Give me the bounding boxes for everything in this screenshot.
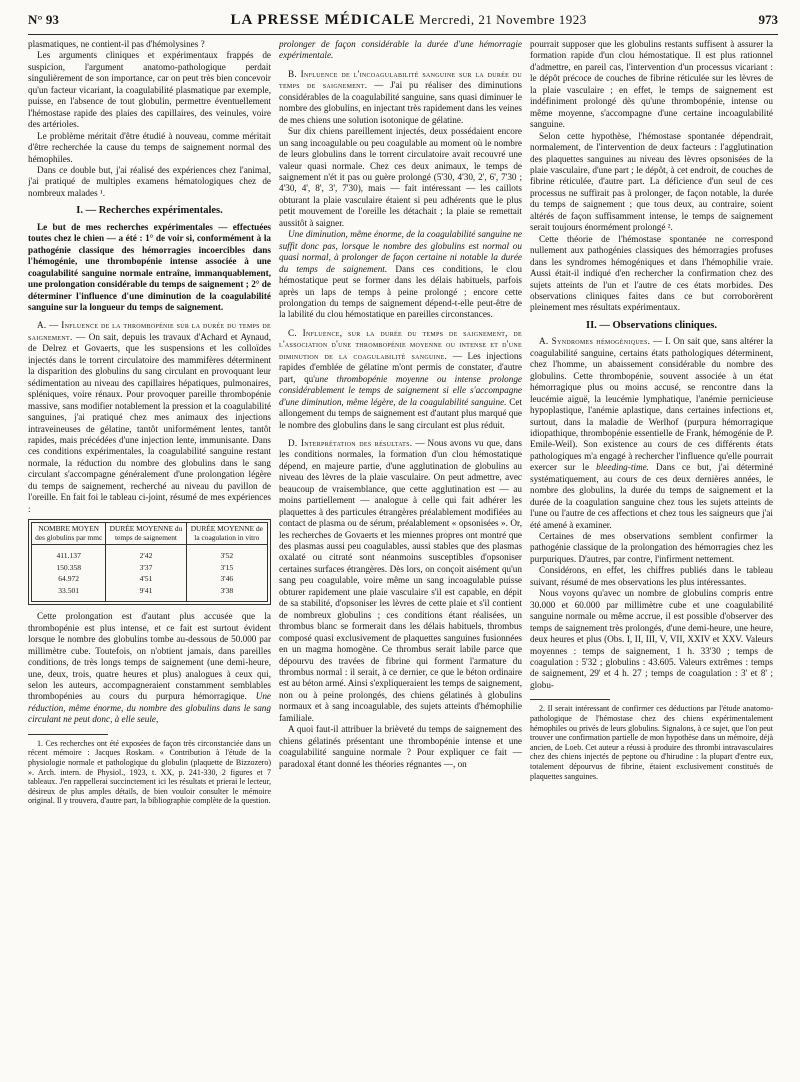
table-cell: 9'41 (106, 585, 186, 602)
subsection-d (279, 438, 522, 724)
table-cell: 4'51 (106, 573, 186, 585)
subsection-text: — Nous avons vu que, dans les conditions normales, la formation d'un clou hémostatique dépend, en majeure partie, d'une agglutination de globulins au niveau des lèvres de la plaie vasculaire. On peut admettre, avec beaucoup de vraisemblance, que cette agglutination est — au moins partiellement — analogue à celle qui fait adhérer les plaquettes à des particules étrangères préalablement modifiées au contact de plasma ou de sérum, préalablement « opsonisées ». Or, les recherches de Govaerts et les miennes propres ont montré que des plasmas aussi peu coagulables, aussi stables que des plasmas oxalaté ou citraté sont néanmoins susceptibles d'opsoniser certaines surfaces étrangères. Dès lors, on conçoit aisément qu'un sang peu coagulable, voire même un sang incoagulable puisse obturer rapidement une plaie vasculaire s'il est capable, en dépit de sa stabilité, d'opsoniser les lèvres de cette plaie et s'il contient de nombreux globulins ; ces conditions étant réalisées, un thrombus blanc se formerait dans les délais habituels, thrombus composé quasi exclusivement de plaquettes sanguines fusionnées en un magma homogène. Ce thrombus serait labile parce que dépourvu des travées de fibrine qui forment l'armature du thrombus normal : il serait, à ce dernier, ce que le béton ordinaire est au béton armé. Ainsi s'expliqueraient les temps de saignement, non ou à peine prolongés, des chiens gélatinés à globulins normaux et à sang incoagulable, des sujets atteints d'hémophilie familiale. (279, 437, 522, 723)
subsection-b (279, 69, 522, 126)
paragraph: Selon cette hypothèse, l'hémostase spontanée dépendrait, normalement, de l'intervention de deux facteurs : l'agglutination des plaquettes sanguines au niveau des lèvres opsonisées de la plaie vasculaire, d'une part ; le dépôt, à cet endroit, de couches de fibrine réticulée, d'autre part. La déficience d'un seul de ces processus ne suffirait pas à prolonger, de façon notable, la durée du temps de saignement ; que tous deux, au contraire, soient altérés de façon suffisamment intense, le temps de saignement serait toujours énormément prolongé ². (530, 130, 773, 233)
paragraph: Dans ce double but, j'ai réalisé des expériences chez l'animal, j'ai pratiqué de multiples examens hématologiques chez de nombreux malades ¹. (28, 164, 271, 198)
column-left (28, 39, 271, 1079)
subsection-title: B. Influence de l'incoagulabilité sanguine sur la durée du temps de saignement. (279, 68, 522, 91)
paragraph: Considérons, en effet, les chiffres publiés dans le tableau suivant, résumé de mes observations les plus intéressantes. (530, 565, 773, 587)
table-cell: 33.501 (32, 585, 106, 602)
paragraph-italic: Une diminution, même énorme, de la coagulabilité sanguine ne suffit donc pas, lorsque le nombre des globulins est normal ou quasi normal, à prolonger de façon certaine ni notable la durée du temps de saignement. (279, 229, 522, 274)
paragraph-italic: Une réduction, même énorme, du nombre des globulins dans le sang circulant ne peut donc, à elle seule, (28, 691, 271, 725)
issue-date: Mercredi, 21 Novembre 1923 (419, 12, 587, 27)
table-cell: 3'46 (220, 574, 234, 584)
paragraph: pourrait supposer que les globulins restants suffisent à assurer la formation rapide d'un clou hémostatique. Il est plus rationnel d'admettre, en pareil cas, l'intervention d'un processus vicariant : le dépôt précoce de couches de fibrine réticulée sur les lèvres de la plaie vasculaire ; en effet, le temps de saignement est indéfiniment prolongé dès qu'une thrombopénie, intense ou même moyenne, s'accompagne d'une certaine incoagulabilité sanguine. (530, 39, 773, 130)
results-table-frame (28, 519, 271, 605)
section-heading-clinical: II. — Observations cliniques. (586, 319, 717, 331)
paragraph: Certaines de mes observations semblent confirmer la pathogénie classique de la prolongation des hémorragies chez les purpuriques. D'autres, par contre, l'infirment nettement. (530, 531, 773, 564)
masthead (231, 12, 587, 29)
table-header: NOMBRE MOYEN des globulins par mmc (32, 523, 106, 545)
publication-title: LA PRESSE MÉDICALE (230, 12, 416, 28)
table-header: DURÉE MOYENNE de la coagulation in vitro (186, 523, 267, 545)
table-row (32, 573, 268, 585)
table-row (32, 544, 268, 561)
page-header (28, 12, 778, 35)
subsection-title: D. Interprétation des résultats. (288, 437, 413, 448)
subsection-a (28, 320, 271, 515)
paragraph: Cette théorie de l'hémostase spontanée ne correspond nullement aux pathogénies classiques des hémorragies profuses dans les syndromes hémogéniques et dans l'hémophilie vraie. Aussi était-il indiqué d'en rechercher la confirmation chez des sujets atteints de l'un et l'autre de ces états morbides. Des observations cliniques faites dans ce but corroborèrent pleinement mes résultats expérimentaux. (530, 233, 773, 313)
page-number: 973 (758, 12, 778, 27)
subsection-text: — J'ai pu réaliser des diminutions considérables de la coagulabilité sanguine, sans quasi diminuer le nombre des globulins, en injectant très rapidement dans les veines de mes chiens une solution isotonique de gélatine. (279, 80, 522, 125)
table-cell: 64.972 (32, 573, 106, 585)
table-cell: 150.358 (32, 562, 106, 574)
table-cell: 3'52 (220, 550, 234, 560)
footnote-rule (530, 699, 610, 700)
table-cell: 3'37 (106, 562, 186, 574)
table-row (32, 562, 268, 574)
section-heading-experimental: I. — Recherches expérimentales. (76, 205, 223, 217)
table-cell: 411.137 (32, 544, 106, 561)
subsection-c (279, 328, 522, 431)
table-row (32, 585, 268, 602)
subsection-title: C. Influence, sur la durée du temps de saignement, de l'association d'une thrombopénie moyenne ou intense et d'une diminution de la coagulabilité sanguine. (279, 327, 522, 361)
issue-number: N° 93 (28, 12, 59, 27)
table-cell: 2'42 (106, 544, 186, 561)
subsection-a-clinical (530, 336, 773, 531)
paragraph (279, 229, 522, 321)
paragraph: Sur dix chiens pareillement injectés, deux possédaient encore un sang incoagulable ou peu coagulable au moment où le nombre de leurs globulins dans le torrent circulatoire avait recouvré une valeur quasi normale. Chez ces deux animaux, le temps de saignement n'ét it pas ou guère prolongé (5'30, 4'30, 2', 6', 7'30 ; 4'30, 4', 8', 3', 7'30), mais — fait intéressant — les caillots obturant la plaie vasculaire étaient si peu adhérents que le plus petit mouvement de l'oreille les détachait ; la plaie se remettait aussitôt à saigner. (279, 126, 522, 228)
footnote-rule (28, 734, 108, 735)
column-right (530, 39, 773, 1079)
article-columns (28, 39, 778, 1079)
results-table (31, 522, 268, 602)
paragraph: Le problème méritait d'être étudié à nouveau, comme méritait d'être recherchée la cause du temps de saignement normal des hémophiles. (28, 130, 271, 164)
paragraph-text: Cette prolongation est d'autant plus accusée que la thrombopénie est plus intense, et ce fait est surtout évident lorsque le nombre des globulins tombe au-dessous de 50.000 par millimètre cube. Toutefois, on n'obtient jamais, dans pareilles conditions, de très longs temps de saignement (une demi-heure, une, deux, trois, quatre heures et plus) analogues à ceux qui, selon les auteurs, accompagneraient constamment semblables thrombopénies au cours du purpura hémorragique. (28, 611, 271, 702)
subsection-title: A. — Influence de la thrombopénie sur la durée du temps de saignement. (28, 320, 271, 342)
paragraph: Les arguments cliniques et expérimentaux frappés de suspicion, l'argument anatomo-pathologique perdait singulièrement de son importance, car on peut très bien concevoir qu'un facteur vicariant, la coagulabilité plasmatique par exemple, puisse, en l'absence de tout globulin, permettre éventuellement l'hémostase rapide des plaies des capillaires, des veinules, voire des artérioles. (28, 50, 271, 130)
paragraph (28, 611, 271, 726)
subsection-text: Dans ce but, j'ai déterminé systématiquement, au cours de ces deux dernières années, le nombre des globulins, la durée du temps de saignement et la durée de la coagulation sanguine chez tous les sujets atteints de l'une ou l'autre de ces affections et chez tous les saigneurs que j'ai été amené à examiner. (530, 462, 773, 530)
subsection-text: — Les injections rapides d'emblée de gélatine m'ont permis de constater, d'autre part, qu' (279, 350, 522, 384)
column-middle (279, 39, 522, 1079)
paragraph: Nous voyons qu'avec un nombre de globulins compris entre 30.000 et 60.000 par millimètre cube et une coagulabilité sanguine normale ou même accrue, il est possible d'observer des temps de saignement très prolongés, d'une demi-heure, une heure, deux heures et plus (Obs. I, II, III, V, VII, XXIV et XXV. Valeurs moyennes : temps de saignement, 1 h. 33'30 ; temps de coagulation : 5'32 ; globulins : 43.605. Valeurs extrêmes : temps de saignement, 29' et 4 h. 27 ; temps de coagulation : 3' et 8' ; globu- (530, 588, 773, 690)
paragraph: plasmatiques, ne contient-il pas d'hémolysines ? (28, 39, 205, 49)
table-cell: 3'38 (220, 585, 234, 595)
paragraph: A quoi faut-il attribuer la brièveté du temps de saignement des chiens gélatinés présentant une thrombopénie intense et une coagulabilité sanguine normale ? Pour expliquer ce fait — paradoxal étant donné les théories régnantes —, on (279, 724, 522, 769)
paragraph-text: Dans ces conditions, le clou hémostatique peut se former dans les délais habituels, parfois après un laps de temps à peine prolongé ; encore cette prolongation du temps de saignement dépend-t-elle peut-être de la labilité du clou hémostatique en pareilles circonstances. (279, 263, 522, 320)
subsection-text: — On sait, depuis les travaux d'Achard et Aynaud, de Delrez et Govaerts, que les suspensions et les colloïdes injectés dans le torrent circulatoire des mammifères déterminent la disparition des globulins du sang circulant en provoquant leur sédimentation au niveau des capillaires hépatiques, pulmonaires, spléniques, voire rénaux. Pour provoquer pareille thrombopénie massive, sans modifier notablement la pression et la coagulabilité sanguines, j'ai pratiqué chez mes animaux des injections intraveineuses de gélatine, tantôt uniformément lentes, tantôt rapides, mais précédées d'une injection lente, immunisante. Dans ces conditions expérimentales, la coagulabilité sanguine restant normale, la réduction du nombre des globulins dans le sang circulant s'accompagne généralement d'une prolongation légère du temps de saignement, recherché au niveau du pavillon de l'oreille. En fait foi le tableau ci-joint, résumé de mes expériences : (28, 331, 271, 514)
subsection-text: — I. On sait que, sans altérer la coagulabilité sanguine, certains états pathologiques déterminent, chez l'homme, un abaissement considérable du nombre des globulins. Cette thrombopénie, souvent associée à un état hémorragique plus ou moins accusé, se rencontre dans la leucémie aiguë, la leucémie lymphatique, l'anémie pernicieuse hypoplastique, l'anémie aplastique, dans certaines infections et, surtout, dans la maladie de Werlhof (purpura hémorragique idiopathique, thrombopénie essentielle de Frank, hémogénie de P. Emile-Weil). Son existence au cours de ces différents états pathologiques m'a engagé à rechercher l'influence qu'elle pourrait exercer sur le (530, 336, 773, 473)
paragraph-objectives: Le but de mes recherches expérimentales — effectuées toutes chez le chien — a été : 1° de voir si, conformément à la pathogénie classique des hémorragies incoercibles dans l'hémogénie, une thrombopénie intense associée à une coagulabilité sanguine normale entraîne, immanquablement, une prolongation considérable du temps de saignement ; 2° de déterminer l'influence d'une diminution de la coagulabilité sanguine sur la longueur du temps de saignement. (28, 221, 271, 312)
table-cell: 3'15 (220, 562, 234, 572)
footnote-2: 2. Il serait intéressant de confirmer ces déductions par l'étude anatomo-pathologique de l'hémostase chez des chiens expérimentalement hémophiles ou privés de leurs globulins. Signalons, à ce sujet, que l'on peut trouver une confirmation partielle de mon hypothèse dans un mémoire, déjà ancien, de Loeb. Cet auteur a réussi à produire des thrombi intravasculaires chez des chiens injectés de peptone ou d'hirudine : la plupart d'entre eux, totalement dépourvus de fibrine, étaient exclusivement constitués de plaquettes sanguines. (530, 704, 773, 781)
paragraph-italic: prolonger de façon considérable la durée d'une hémorragie expérimentale. (279, 39, 522, 61)
table-header: DURÉE MOYENNE du temps de saignement (106, 523, 186, 545)
footnote-1: 1. Ces recherches ont été exposées de façon très circonstanciée dans un récent mémoire : Jacques Roskam. « Contribution à l'étude de la physiologie normale et pathologique du globulin (plaquette de Bizzozero) ». Arch. intern. de Physiol., 1923, t. XX, p. 241-330, 2 figures et 7 tableaux. J'en rappellerai succinctement ici les résultats et prierai le lecteur, désireux de plus amples détails, de bien vouloir consulter le mémoire original. Il y trouvera, d'autre part, la bibliographie complète de la question. (28, 738, 271, 806)
subsection-italic: bleeding-time. (596, 462, 649, 473)
subsection-text: Cet allongement du temps de saignement est d'autant plus marqué que le nombre des globulins dans le sang circulant est plus réduit. (279, 396, 522, 430)
subsection-title: A. Syndromes hémogéniques. (539, 336, 651, 347)
subsection-italic: une thrombopénie moyenne ou intense prolonge considérablement le temps de saignement si elle s'accompagne d'une diminution, même légère, de la coagulabilité sanguine. (279, 373, 522, 407)
